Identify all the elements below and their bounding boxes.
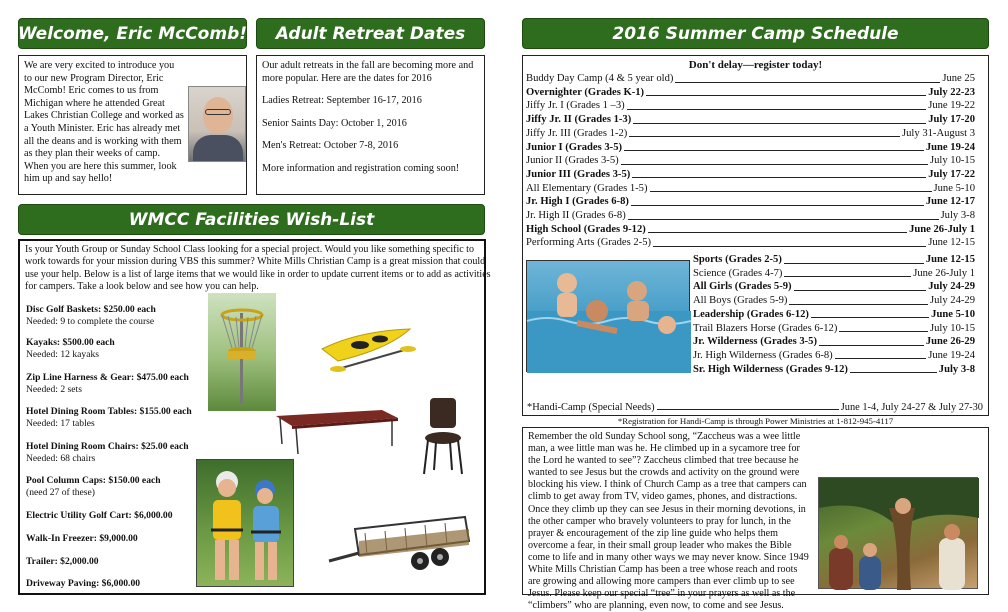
wish-item-title: Walk-In Freezer: $9,000.00: [26, 533, 138, 544]
leader-line: [850, 372, 937, 373]
schedule-camp-name: Junior II (Grades 3-5): [526, 155, 619, 167]
eric-photo: [188, 86, 246, 162]
wish-item-kayaks: [26, 337, 226, 360]
zip-line-kids-image: [196, 459, 294, 587]
schedule-camp-name: High School (Grades 9-12): [526, 223, 646, 235]
retreat-banner: [256, 18, 485, 49]
schedule-camp-name: Junior I (Grades 3-5): [526, 141, 623, 153]
retreat-intro: Our adult retreats in the fall are becoming more and more popular. Here are the dates for 2016: [262, 60, 474, 84]
schedule-camp-dates: July 22-23: [928, 86, 975, 98]
wish-item-tables: [26, 406, 226, 429]
retreat-banner-title: Adult Retreat Dates: [275, 23, 466, 44]
schedule-heading: Don't delay—register today!: [688, 59, 823, 71]
schedule-camp-name: Trail Blazers Horse (Grades 6-12): [693, 322, 838, 334]
handi-camp-name: *Handi-Camp (Special Needs): [527, 402, 655, 413]
leader-line: [646, 95, 926, 96]
schedule-camp-name: All Elementary (Grades 1-5): [526, 182, 648, 194]
retreat-ladies: Ladies Retreat: September 16-17, 2016: [262, 95, 422, 107]
schedule-camp-dates: June 19-24: [925, 141, 975, 153]
schedule-row: [526, 209, 975, 223]
schedule-camp-name: Junior III (Grades 3-5): [526, 168, 631, 180]
swimming-kids-image: [526, 260, 690, 372]
dining-table-image: [272, 406, 402, 456]
schedule-row: [693, 349, 975, 363]
story-article: [528, 431, 978, 612]
schedule-camp-dates: June 5-10: [931, 308, 975, 320]
schedule-row: [693, 294, 975, 308]
leader-line: [633, 123, 926, 124]
schedule-row: [693, 280, 975, 294]
schedule-row: [526, 72, 975, 86]
schedule-camp-dates: July 17-20: [928, 114, 975, 126]
wish-item-needed: Needed: 12 kayaks: [26, 348, 99, 360]
schedule-camp-name: Jiffy Jr. III (Grades 1-2): [526, 127, 628, 139]
schedule-row: [526, 168, 975, 182]
schedule-row: [526, 236, 975, 250]
schedule-camp-name: Jr. Wilderness (Grades 3-5): [693, 336, 817, 348]
schedule-row: [693, 363, 975, 377]
wish-item-disc-golf: [26, 304, 226, 327]
schedule-camp-dates: June 19-22: [928, 100, 975, 112]
schedule-camp-dates: June 19-24: [928, 349, 975, 361]
retreat-more: More information and registration coming soon!: [262, 162, 460, 174]
wish-item-needed: (need 27 of these): [26, 486, 95, 498]
leader-line: [632, 177, 926, 178]
leader-line: [627, 109, 927, 110]
schedule-row: [693, 308, 975, 322]
wish-item-title: Hotel Dining Room Chairs: $25.00 each: [26, 441, 189, 452]
wishlist-intro: Is your Youth Group or Sunday School Class looking for a special project. Would you like something specific to work towards for your mission during VBS this summer? White Mills Christian Camp is a great mission that could use your help. Below is a list of large items that we would like in order to update current items or to add as activities for campers. Take a look below and see how you can help.: [25, 244, 491, 292]
schedule-camp-name: Sr. High Wilderness (Grades 9-12): [693, 363, 848, 375]
wish-item-needed: Needed: 68 chairs: [26, 452, 96, 464]
leader-line: [835, 358, 926, 359]
wish-item-needed: Needed: 2 sets: [26, 383, 82, 395]
schedule-camp-name: Science (Grades 4-7): [693, 267, 783, 279]
retreat-article: [262, 60, 480, 176]
wishlist-banner-title: WMCC Facilities Wish-List: [128, 209, 375, 230]
schedule-camp-name: Jr. High I (Grades 6-8): [526, 196, 629, 208]
disc-golf-basket-image: [208, 293, 276, 411]
leader-line: [789, 304, 928, 305]
welcome-article: [24, 60, 246, 186]
schedule-camp-name: Sports (Grades 2-5): [693, 254, 782, 265]
schedule-camp-name: Leadership (Grades 6-12): [693, 308, 809, 320]
leader-line: [621, 164, 928, 165]
schedule-camp-dates: July 10-15: [929, 155, 975, 167]
zaccheus-painting-image: [818, 477, 978, 589]
schedule-camp-name: Jiffy Jr. II (Grades 1-3): [526, 114, 632, 126]
leader-line: [653, 246, 926, 247]
schedule-camp-dates: June 25: [942, 73, 975, 84]
schedule-row: [526, 154, 975, 168]
schedule-row: [526, 99, 975, 113]
story-box: [522, 427, 989, 612]
schedule-camp-dates: July 24-29: [929, 295, 975, 307]
schedule-row: [526, 127, 975, 141]
schedule-camp-dates: July 31-August 3: [902, 127, 975, 139]
retreat-seniors: Senior Saints Day: October 1, 2016: [262, 117, 407, 129]
trailer-image: [325, 511, 475, 581]
leader-line: [784, 263, 924, 264]
schedule-camp-name: Jiffy Jr. I (Grades 1 –3): [526, 100, 625, 112]
wishlist-banner: [18, 204, 485, 235]
wish-item-needed: Needed: 17 tables: [26, 417, 95, 429]
schedule-camp-dates: June 12-17: [925, 196, 975, 208]
schedule-row: [526, 195, 975, 209]
handi-camp-dates: June 1-4, July 24-27 & July 27-30: [840, 402, 983, 413]
wish-item-title: Disc Golf Baskets: $250.00 each: [26, 304, 156, 315]
schedule-camp-dates: June 5-10: [933, 182, 975, 194]
leader-line: [819, 345, 924, 346]
schedule-row: [526, 182, 975, 196]
leader-line: [811, 317, 929, 318]
welcome-banner: [18, 18, 247, 49]
schedule-camp-name: Buddy Day Camp (4 & 5 year old): [526, 73, 674, 84]
schedule-banner-title: 2016 Summer Camp Schedule: [612, 23, 899, 44]
wish-item-zip-line: [26, 372, 226, 395]
schedule-row: [693, 253, 975, 267]
welcome-box: [18, 55, 247, 195]
schedule-row: [526, 223, 975, 237]
schedule-camp-dates: June 12-15: [925, 254, 975, 265]
wish-item-title: Pool Column Caps: $150.00 each: [26, 475, 161, 486]
leader-line: [628, 219, 939, 220]
handi-camp-note: *Registration for Handi-Camp is through Power Ministries at 1-812-945-4117: [617, 416, 894, 426]
schedule-camp-dates: June 12-15: [928, 237, 975, 249]
schedule-camp-dates: June 26-29: [925, 336, 975, 348]
schedule-row: [526, 113, 975, 127]
leader-line: [839, 331, 928, 332]
dining-chair-image: [418, 396, 468, 476]
schedule-camp-name: All Girls (Grades 5-9): [693, 281, 792, 293]
wish-item-title: Driveway Paving: $6,000.00: [26, 578, 141, 589]
schedule-banner: [522, 18, 989, 49]
retreat-box: [256, 55, 485, 195]
retreat-mens: Men's Retreat: October 7-8, 2016: [262, 140, 399, 152]
schedule-box: [522, 55, 989, 426]
schedule-row: [693, 267, 975, 281]
wish-item-title: Hotel Dining Room Tables: $155.00 each: [26, 406, 192, 417]
welcome-banner-title: Welcome, Eric McComb!: [18, 23, 248, 44]
schedule-row: [526, 141, 975, 155]
leader-line: [648, 232, 907, 233]
leader-line: [675, 82, 940, 83]
leader-line: [650, 191, 932, 192]
schedule-row: [526, 86, 975, 100]
wish-item-title: Zip Line Harness & Gear: $475.00 each: [26, 372, 189, 383]
story-paragraph: Remember the old Sunday School song, “Zaccheus was a wee little man, a wee little man was he. He climbed up in a sycamore tree for the Lord he wanted to see”? Zaccheus climbed that tree because he wanted to see Jesus but the crowds and activity on the ground were blocking his view. I think of Church Camp as a tree that campers can climb to get away from TV, video games, phones, and distractions. Once they climb up they can see Jesus in their morning devotions, in the other camper who bravely volunteers to pray for lunch, in the prayer & encouragement of the zip line guide who helps them overcome a fear, in their small group leader who makes the Bible come to life and in many other ways we may never know. Since 1949 White Mills Christian Camp has been a tree whose reach and roots are growing and allowing more campers than ever climb up to see Jesus. Please keep our special “tree” in your prayers as well as the “climbers” who are planning, even now, to come and see Jesus.: [528, 431, 809, 612]
leader-line: [794, 290, 927, 291]
leader-line: [629, 136, 900, 137]
schedule-camp-name: All Boys (Grades 5-9): [693, 295, 788, 307]
kayak-image: [318, 321, 418, 377]
wish-item-title: Electric Utility Golf Cart: $6,000.00: [26, 510, 173, 521]
schedule-camp-name: Jr. High II (Grades 6-8): [526, 210, 626, 221]
leader-line: [624, 150, 924, 151]
handi-camp-row: [527, 402, 983, 413]
schedule-camp-dates: July 10-15: [929, 322, 975, 334]
schedule-row: [693, 335, 975, 349]
wish-item-title: Trailer: $2,000.00: [26, 556, 99, 567]
schedule-camp-dates: June 26-July 1: [909, 223, 975, 235]
schedule-camp-name: Jr. High Wilderness (Grades 6-8): [693, 349, 833, 361]
wish-item-title: Kayaks: $500.00 each: [26, 337, 115, 348]
schedule-camp-name: Overnighter (Grades K-1): [526, 86, 645, 98]
schedule-row: [693, 322, 975, 336]
wishlist-box: [18, 239, 491, 595]
schedule-camp-name: Performing Arts (Grades 2-5): [526, 237, 652, 249]
wish-item-needed: Needed: 9 to complete the course: [26, 315, 155, 327]
schedule-camp-dates: July 24-29: [928, 281, 975, 293]
schedule-camp-dates: June 26-July 1: [913, 267, 975, 279]
welcome-paragraph: We are very excited to introduce you to our new Program Director, Eric McComb! Eric comes to us from Michigan where he attended Great Lakes Christian College and worked as a Youth Minister. Eric has already met all the deans and is working with them as they plan their weeks of camp. When you are here this summer, look him up and say hello!: [24, 60, 184, 185]
schedule-camp-dates: July 3-8: [940, 210, 975, 221]
leader-line: [784, 276, 911, 277]
schedule-camp-dates: July 17-22: [928, 168, 975, 180]
schedule-camp-dates: July 3-8: [938, 363, 975, 375]
leader-line: [631, 205, 924, 206]
